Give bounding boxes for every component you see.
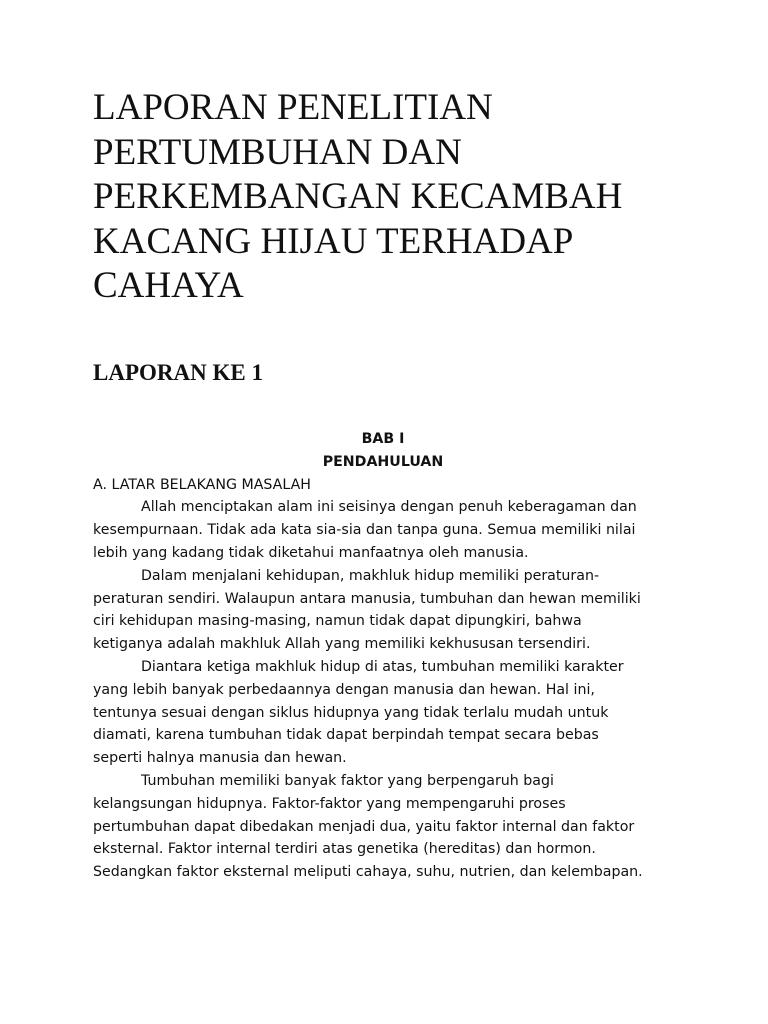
paragraph-line: Diantara ketiga makhluk hidup di atas, tumbuhan memiliki karakter [141, 658, 624, 675]
report-subtitle: LAPORAN KE 1 [93, 360, 263, 385]
title-line: PERTUMBUHAN DAN [93, 131, 462, 173]
title-line: PERKEMBANGAN KECAMBAH [93, 176, 623, 217]
paragraph-line: ketiganya adalah makhluk Allah yang memiliki kekhususan tersendiri. [93, 636, 591, 653]
paragraph-line: Sedangkan faktor eksternal meliputi cahaya, suhu, nutrien, dan kelembapan. [93, 864, 643, 881]
paragraph-line: diamati, karena tumbuhan tidak dapat berpindah tempat secara bebas [93, 727, 599, 744]
paragraph-line: lebih yang kadang tidak diketahui manfaatnya oleh manusia. [93, 544, 529, 561]
paragraph-line: yang lebih banyak perbedaannya dengan manusia dan hewan. Hal ini, [93, 681, 595, 698]
paragraph-line: pertumbuhan dapat dibedakan menjadi dua, yaitu faktor internal dan faktor [93, 818, 635, 835]
paragraph-line: peraturan sendiri. Walaupun antara manusia, tumbuhan dan hewan memiliki [93, 590, 641, 607]
paragraph-line: tentunya sesuai dengan siklus hidupnya yang tidak terlalu mudah untuk [93, 704, 609, 721]
chapter-title: PENDAHULUAN [322, 453, 444, 470]
title-line: KACANG HIJAU TERHADAP [93, 220, 574, 262]
paragraph-line: Allah menciptakan alam ini seisinya dengan penuh keberagaman dan [141, 499, 637, 516]
paragraph [93, 656, 683, 770]
paragraph-line: seperti halnya manusia dan hewan. [93, 750, 347, 767]
paragraph-line: Tumbuhan memiliki banyak faktor yang berpengaruh bagi [141, 772, 554, 789]
title-line: LAPORAN PENELITIAN [93, 87, 493, 128]
paragraph-line: ciri kehidupan masing-masing, namun tidak dapat dipungkiri, bahwa [93, 613, 582, 630]
paragraph [93, 496, 683, 564]
paragraph-line: kesempurnaan. Tidak ada kata sia-sia dan tanpa guna. Semua memiliki nilai [93, 522, 636, 539]
title-line: CAHAYA [93, 265, 244, 306]
paragraph-line: kelangsungan hidupnya. Faktor-faktor yang mempengaruhi proses [93, 795, 566, 812]
document-title [93, 86, 713, 309]
paragraph [93, 565, 683, 656]
paragraph-line: eksternal. Faktor internal terdiri atas genetika (hereditas) dan hormon. [93, 841, 596, 858]
section-heading: A. LATAR BELAKANG MASALAH [93, 476, 311, 493]
paragraph-line: Dalam menjalani kehidupan, makhluk hidup memiliki peraturan- [141, 567, 600, 584]
document-body [93, 428, 683, 884]
chapter-label: BAB I [361, 431, 405, 447]
paragraph [93, 770, 683, 884]
